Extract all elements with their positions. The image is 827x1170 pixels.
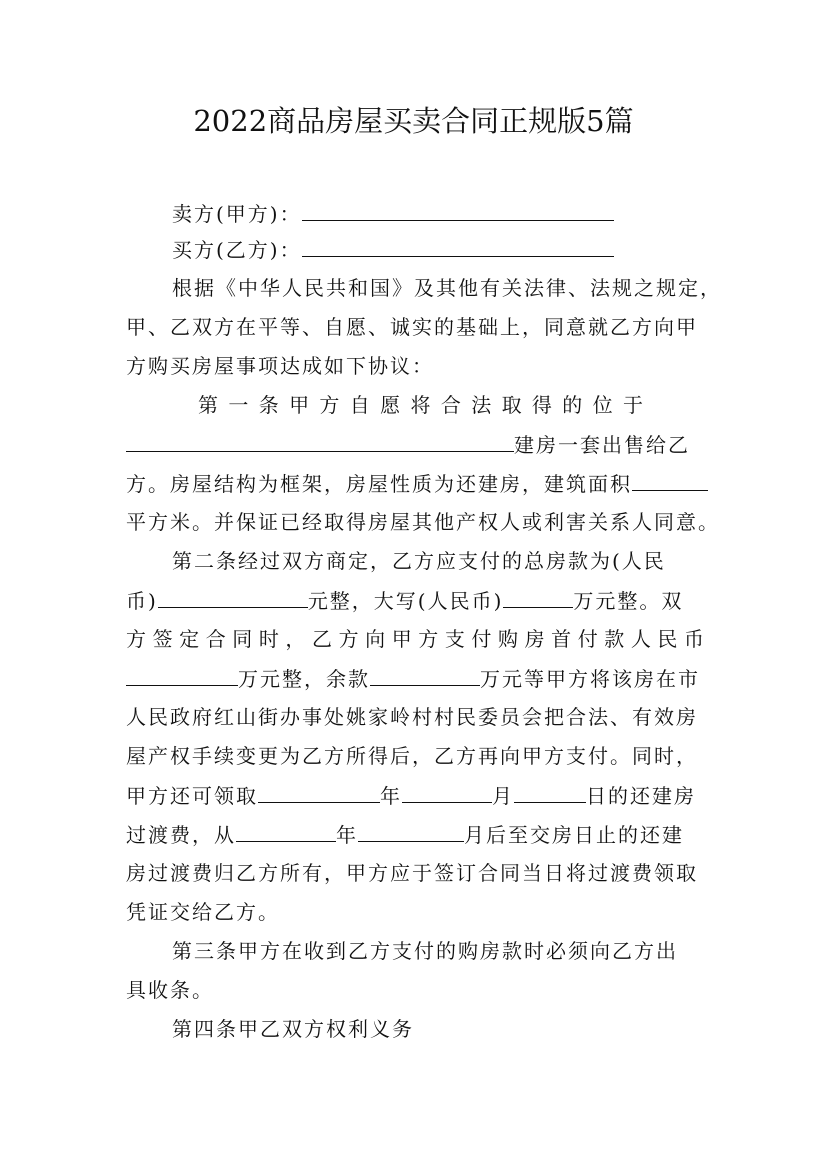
document-title: 2022商品房屋买卖合同正规版5篇 xyxy=(193,104,634,138)
article1-line-2 xyxy=(126,429,706,459)
article2-text-h: 过渡费，从 xyxy=(126,823,236,847)
article2-line-7 xyxy=(126,780,706,810)
year-label-1: 年 xyxy=(380,784,402,808)
article2-line-1: 第二条经过双方商定，乙方应支付的总房款为(人民 xyxy=(172,549,666,573)
month-label-1: 月 xyxy=(492,784,514,808)
preamble-line-3: 方购买房屋事项达成如下协议： xyxy=(126,354,434,378)
article1-line-1: 第 一 条 甲 方 自 愿 将 合 法 取 得 的 位 于 xyxy=(198,393,646,417)
article2-text-e: 万元等甲方将该房在市 xyxy=(480,667,700,691)
total-amount-words-blank xyxy=(503,585,573,608)
article2-text-d: 万元整，余款 xyxy=(238,667,370,691)
article2-line-3: 方签定合同时，乙方向甲方支付购房首付款人民币 xyxy=(126,627,706,651)
buyer-line xyxy=(172,234,706,264)
article2-line-6: 屋产权手续变更为乙方所得后，乙方再向甲方支付。同时， xyxy=(126,744,698,768)
down-payment-blank xyxy=(126,663,238,686)
year-blank-1 xyxy=(258,780,380,803)
article2-line-2 xyxy=(126,585,706,615)
article2-text-f: 甲方还可领取 xyxy=(126,784,258,808)
preamble-line-2: 甲、乙双方在平等、自愿、诚实的基础上，同意就乙方向甲 xyxy=(126,315,698,339)
article2-line-4 xyxy=(126,663,706,693)
article3-line-1: 第三条甲方在收到乙方支付的购房款时必须向乙方出 xyxy=(172,939,678,963)
seller-label: 卖方(甲方)： xyxy=(172,202,302,226)
balance-blank xyxy=(370,663,480,686)
article1-line-3 xyxy=(126,468,706,498)
seller-blank xyxy=(302,198,614,221)
article2-text-b: 元整，大写(人民币) xyxy=(307,589,504,613)
article1-line-4: 平方米。并保证已经取得房屋其他产权人或利害关系人同意。 xyxy=(126,510,720,534)
article3-line-2: 具收条。 xyxy=(126,978,214,1002)
article1-line-3-text: 方。房屋结构为框架，房屋性质为还建房，建筑面积 xyxy=(126,472,632,496)
month-blank-2 xyxy=(358,819,464,842)
day-blank-1 xyxy=(514,780,586,803)
article2-line-5: 人民政府红山街办事处姚家岭村村民委员会把合法、有效房 xyxy=(126,705,698,729)
year-blank-2 xyxy=(236,819,336,842)
article2-line-10: 凭证交给乙方。 xyxy=(126,900,280,924)
article2-text-i: 月后至交房日止的还建 xyxy=(464,823,684,847)
year-label-2: 年 xyxy=(336,823,358,847)
article1-line-2-text: 建房一套出售给乙 xyxy=(514,433,690,457)
location-blank xyxy=(126,429,514,452)
article2-text-g: 日的还建房 xyxy=(586,784,696,808)
total-amount-blank xyxy=(158,585,308,608)
month-blank-1 xyxy=(402,780,492,803)
article2-text-a: 币) xyxy=(126,589,158,613)
buyer-blank xyxy=(302,234,614,257)
article2-line-8 xyxy=(126,819,706,849)
buyer-label: 买方(乙方)： xyxy=(172,238,302,262)
article2-text-c: 万元整。双 xyxy=(573,589,684,613)
article2-line-9: 房过渡费归乙方所有，甲方应于签订合同当日将过渡费领取 xyxy=(126,861,698,885)
area-blank xyxy=(632,468,708,491)
article4-heading: 第四条甲乙双方权利义务 xyxy=(172,1017,414,1041)
preamble-line-1: 根据《中华人民共和国》及其他有关法律、法规之规定， xyxy=(172,276,722,300)
seller-line xyxy=(172,198,706,228)
